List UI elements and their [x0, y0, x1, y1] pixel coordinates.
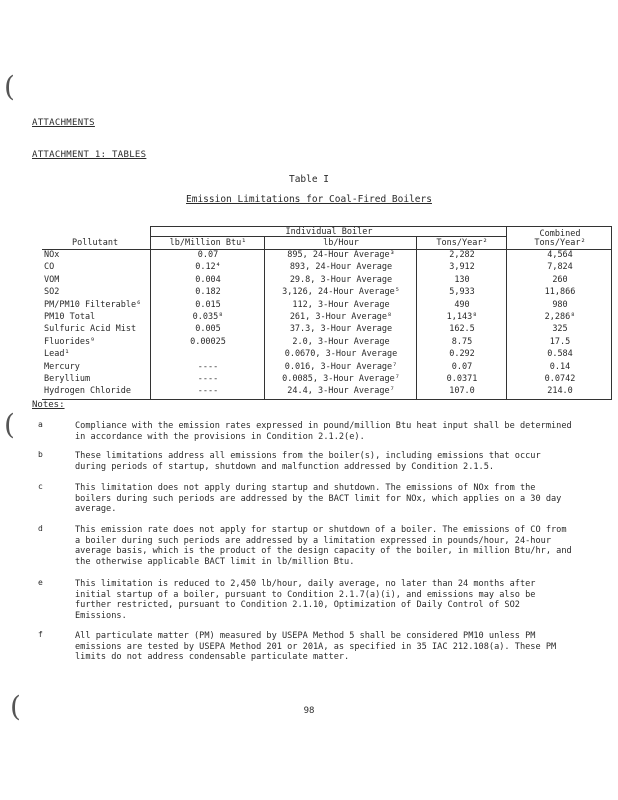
cell-lb-mmbtu: 0.015: [195, 299, 221, 310]
cell-pollutant: PM10 Total: [44, 312, 96, 322]
cell-tons-year: 2,282: [449, 250, 475, 260]
cell-lb-hour: 0.016, 3-Hour Average⁷: [284, 361, 398, 372]
column-header-row: [42, 238, 612, 249]
table-row: [42, 349, 612, 360]
cell-lb-mmbtu: 0.005: [195, 324, 221, 335]
cell-lb-hour: 29.8, 3-Hour Average: [289, 274, 393, 285]
table-row: [42, 275, 612, 286]
cell-lb-hour: 0.0085, 3-Hour Average⁷: [282, 374, 400, 384]
cell-lb-hour: 37.3, 3-Hour Average: [289, 324, 393, 335]
cell-pollutant: PM/PM10 Filterable⁶: [44, 299, 142, 310]
cell-combined-tons-year: 17.5: [549, 336, 571, 347]
col-pollutant: Pollutant: [72, 238, 119, 248]
table-row: [42, 312, 612, 323]
cell-pollutant: Mercury: [44, 361, 80, 372]
cell-combined-tons-year: 2,286⁸: [544, 312, 576, 322]
note-marker: b: [38, 450, 43, 459]
cell-combined-tons-year: 11,866: [544, 287, 576, 298]
cell-lb-mmbtu: ----: [197, 386, 219, 397]
cell-combined-tons-year: 0.584: [547, 349, 573, 360]
note-text: This limitation is reduced to 2,450 lb/hour, daily average, no later than 24 months after initial startup of a boiler, pursuant to Condition 2.1.7(a)(i), and emissions may also be further restricted, pursuant to Condition 2.1.10, Optimization of Daily Control of SO2 Emissions.: [75, 579, 536, 621]
scan-mark-top: (: [4, 70, 15, 103]
cell-lb-hour: 2.0, 3-Hour Average: [292, 336, 390, 347]
cell-combined-tons-year: 0.14: [549, 361, 571, 372]
note-marker: f: [38, 630, 43, 639]
cell-combined-tons-year: 260: [552, 274, 568, 285]
cell-lb-hour: 261, 3-Hour Average⁸: [289, 312, 393, 322]
cell-tons-year: 1,143⁸: [446, 312, 478, 322]
note-marker: d: [38, 524, 43, 533]
note-text: This emission rate does not apply for startup or shutdown of a boiler. The emissions of CO from a boiler during such periods are addressed by a limitation expressed in pounds/hour, 24-hour average basis, which is the product of the design capacity of the boiler, in million Btu/hr, and the otherwise applicable BACT limit in lb/million Btu.: [75, 525, 572, 567]
cell-tons-year: 5,933: [449, 287, 475, 298]
table-row: [42, 262, 612, 273]
cell-lb-mmbtu: ----: [197, 374, 219, 384]
col-lb-hour: lb/Hour: [323, 238, 359, 248]
cell-tons-year: 8.75: [451, 336, 473, 347]
cell-tons-year: 162.5: [449, 324, 475, 335]
cell-combined-tons-year: 980: [552, 299, 568, 310]
cell-pollutant: CO: [44, 262, 55, 273]
col-lb-mmbtu: lb/Million Btu¹: [169, 238, 247, 248]
table-caption: Emission Limitations for Coal-Fired Boilers: [186, 194, 432, 205]
cell-combined-tons-year: 4,564: [547, 250, 573, 260]
cell-tons-year: 107.0: [449, 386, 475, 397]
note-marker: c: [38, 482, 43, 491]
cell-lb-mmbtu: 0.07: [197, 250, 219, 260]
table-row: [42, 374, 612, 385]
notes-label: Notes:: [32, 400, 65, 410]
scan-mark-bottom: (: [10, 690, 21, 723]
attachment-1-heading: ATTACHMENT 1: TABLES: [32, 150, 147, 160]
cell-lb-mmbtu: 0.004: [195, 274, 221, 285]
group-header: Individual Boiler: [285, 227, 373, 237]
cell-lb-mmbtu: 0.00025: [190, 336, 226, 347]
table-row: [42, 337, 612, 348]
cell-tons-year: 0.292: [449, 349, 475, 360]
table-row: [42, 324, 612, 335]
note-text: All particulate matter (PM) measured by USEPA Method 5 shall be considered PM10 unless PM emissions are tested by USEPA Method 201 or 201A, as specified in 35 IAC 212.108(a). These PM limits do not address condensable particulate matter.: [75, 631, 557, 662]
cell-pollutant: Hydrogen Chloride: [44, 386, 131, 397]
cell-pollutant: Fluorides⁹: [44, 336, 96, 347]
note-marker: a: [38, 420, 43, 429]
note-text: Compliance with the emission rates expressed in pound/million Btu heat input shall be determined in accordance with the provisions in Condition 2.1.2(e).: [75, 421, 572, 442]
cell-pollutant: VOM: [44, 274, 60, 285]
cell-tons-year: 490: [454, 299, 470, 310]
cell-combined-tons-year: 7,824: [547, 262, 573, 273]
cell-pollutant: NOx: [44, 250, 60, 260]
emission-table: [42, 226, 612, 400]
cell-pollutant: Beryllium: [44, 374, 91, 384]
cell-lb-hour: 0.0670, 3-Hour Average: [284, 349, 398, 360]
cell-lb-hour: 112, 3-Hour Average: [292, 299, 390, 310]
cell-lb-hour: 893, 24-Hour Average: [289, 262, 393, 273]
table-row: [42, 386, 612, 397]
table-row: [42, 300, 612, 311]
cell-combined-tons-year: 0.0742: [544, 374, 576, 384]
cell-tons-year: 3,912: [449, 262, 475, 273]
scan-mark-mid: (: [4, 408, 15, 441]
cell-lb-hour: 3,126, 24-Hour Average⁵: [282, 287, 400, 298]
cell-tons-year: 0.07: [451, 361, 473, 372]
table-title: Table I: [288, 174, 330, 185]
cell-lb-hour: 24.4, 3-Hour Average⁷: [287, 386, 395, 397]
combined-header: Combined: [539, 229, 581, 239]
attachments-heading: ATTACHMENTS: [32, 118, 95, 128]
cell-lb-mmbtu: ----: [197, 361, 219, 372]
cell-tons-year: 0.0371: [446, 374, 478, 384]
cell-combined-tons-year: 214.0: [547, 386, 573, 397]
cell-lb-mmbtu: 0.035⁸: [192, 312, 224, 322]
page-number: 98: [303, 706, 315, 716]
table-row: [42, 362, 612, 373]
note-marker: e: [38, 578, 43, 587]
note-text: These limitations address all emissions from the boiler(s), including emissions that occur during periods of startup, shutdown and malfunction addressed by Condition 2.1.5.: [75, 451, 541, 472]
cell-lb-mmbtu: 0.182: [195, 287, 221, 298]
cell-lb-hour: 895, 24-Hour Average³: [287, 250, 395, 260]
cell-lb-mmbtu: 0.12⁴: [195, 262, 221, 273]
cell-combined-tons-year: 325: [552, 324, 568, 335]
note-text: This limitation does not apply during startup and shutdown. The emissions of NOx from the boilers during such periods are addressed by the BACT limit for NOx, which applies on a 30 day average.: [75, 483, 562, 514]
col-tons-year: Tons/Year²: [436, 238, 488, 248]
col-combined-tons-year: Tons/Year²: [534, 238, 586, 248]
table-row: [42, 287, 612, 298]
cell-pollutant: Lead¹: [44, 349, 70, 360]
table-row: [42, 250, 612, 261]
cell-pollutant: Sulfuric Acid Mist: [44, 324, 137, 335]
cell-pollutant: SO2: [44, 287, 60, 298]
cell-tons-year: 130: [454, 274, 470, 285]
